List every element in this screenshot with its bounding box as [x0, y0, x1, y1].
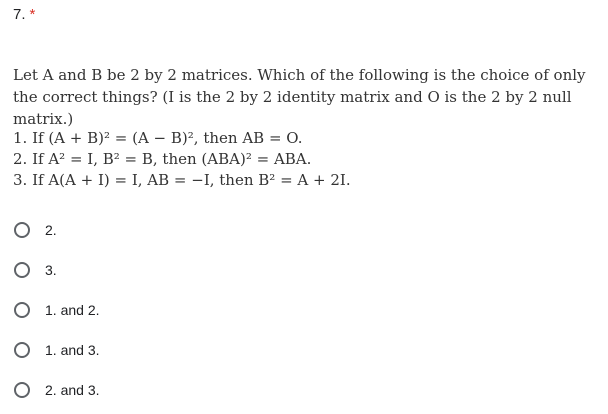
statement-2: 2. If A² = I, B² = B, then (ABA)² = ABA.: [13, 150, 312, 168]
radio-circle-icon[interactable]: [14, 302, 30, 318]
radio-circle-icon[interactable]: [14, 382, 30, 398]
statement-list: [13, 128, 351, 191]
radio-circle-icon[interactable]: [14, 342, 30, 358]
option-label: 2. and 3.: [45, 382, 100, 398]
radio-circle-icon[interactable]: [14, 262, 30, 278]
question-text: Let A and B be 2 by 2 matrices. Which of the following is the choice of only the correct things? (I is the 2 by 2 identity matrix and O is the 2 by 2 null matrix.): [13, 66, 586, 128]
statement-3: 3. If A(A + I) = I, AB = −I, then B² = A + 2I.: [13, 171, 351, 189]
question-number: 7.: [13, 6, 26, 23]
option-5[interactable]: [13, 370, 100, 410]
option-label: 1. and 3.: [45, 342, 100, 358]
required-asterisk: *: [29, 6, 36, 23]
option-3[interactable]: [13, 290, 100, 330]
option-label: 1. and 2.: [45, 302, 100, 318]
statement-1: 1. If (A + B)² = (A − B)², then AB = O.: [13, 129, 303, 147]
question-header: [13, 4, 35, 26]
option-4[interactable]: [13, 330, 100, 370]
option-1[interactable]: [13, 210, 100, 250]
option-label: 3.: [45, 262, 57, 278]
answer-options: [13, 210, 100, 410]
option-2[interactable]: [13, 250, 100, 290]
radio-circle-icon[interactable]: [14, 222, 30, 238]
option-label: 2.: [45, 222, 57, 238]
